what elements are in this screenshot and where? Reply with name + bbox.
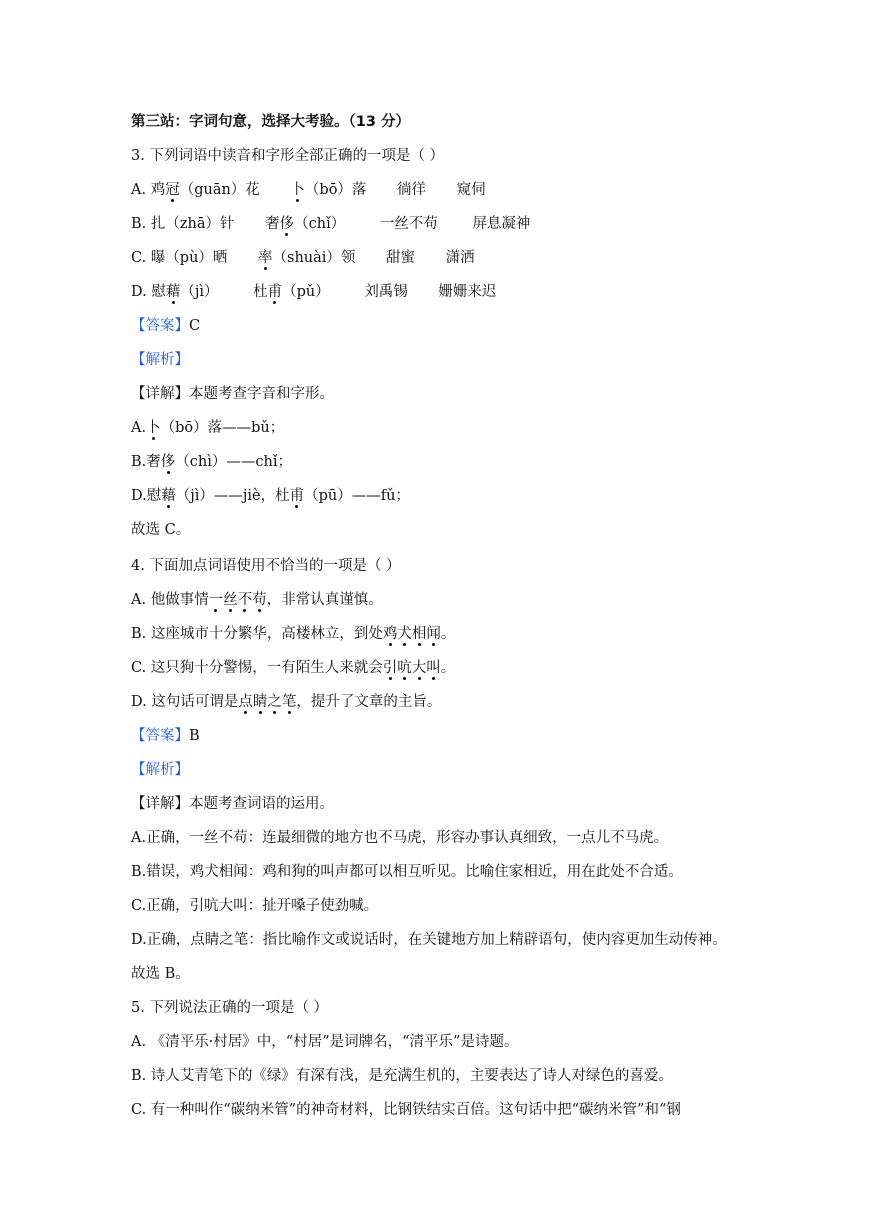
q3-option-d bbox=[131, 282, 496, 302]
q4-answer bbox=[131, 726, 200, 746]
dotted-char: 卜 bbox=[290, 182, 305, 198]
option-text: A. 鸡 bbox=[131, 182, 166, 198]
dotted-phrase: 引吭大叫 bbox=[382, 660, 441, 676]
option-word: 潇洒 bbox=[445, 250, 475, 266]
option-text: （pǔ） bbox=[282, 284, 330, 300]
q5-stem: 5. 下列说法正确的一项是（ ） bbox=[131, 1000, 329, 1016]
q4-stem: 4. 下面加点词语使用不恰当的一项是（ ） bbox=[131, 558, 401, 574]
option-text: 奢 bbox=[265, 216, 280, 232]
q4-option-c: C. 这只狗十分警惕，一有陌生人来就会引吭大叫。 bbox=[131, 660, 456, 676]
q3-option-a bbox=[131, 180, 486, 200]
q4-explanation-d: D.正确，点睛之笔：指比喻作文或说话时，在关键地方加上精辟语句，使内容更加生动传神。 bbox=[131, 932, 727, 948]
option-text: 杜 bbox=[253, 284, 268, 300]
dotted-phrase: 点睛之笔 bbox=[238, 694, 297, 710]
dotted-phrase: 一丝不苟 bbox=[208, 592, 267, 608]
option-text: （chǐ） bbox=[294, 216, 346, 232]
q3-conclusion: 故选 C。 bbox=[131, 522, 191, 538]
option-text: （jì） bbox=[180, 284, 219, 300]
option-word: 姗姗来迟 bbox=[438, 284, 497, 300]
q3-explanation-a: A.卜（bō）落——bǔ； bbox=[131, 420, 285, 436]
option-text: D. 慰 bbox=[131, 284, 166, 300]
q3-stem: 3. 下列词语中读音和字形全部正确的一项是（ ） bbox=[131, 148, 445, 164]
q5-option-a: A. 《清平乐·村居》中，“村居”是词牌名，“清平乐”是诗题。 bbox=[131, 1034, 519, 1050]
q3-explanation-b: B.奢侈（chì）——chǐ； bbox=[131, 454, 292, 470]
option-text: （pù）晒 bbox=[165, 250, 228, 266]
answer-label: 【答案】 bbox=[131, 728, 189, 744]
option-word: 刘禹锡 bbox=[364, 284, 408, 300]
q3-answer bbox=[131, 316, 200, 336]
option-text: （shuài）领 bbox=[272, 250, 356, 266]
q5-option-c: C. 有一种叫作“碳纳米管”的神奇材料，比钢铁结实百倍。这句话中把“碳纳米管”和“钢 bbox=[131, 1102, 681, 1118]
option-word: 屏息凝神 bbox=[472, 216, 531, 232]
q4-detail: 【详解】本题考查词语的运用。 bbox=[131, 796, 334, 812]
option-text: C. 曝 bbox=[131, 250, 166, 266]
dotted-char: 甫 bbox=[267, 284, 283, 300]
option-text: （bō）落 bbox=[304, 182, 367, 198]
q4-explanation-c: C.正确，引吭大叫：扯开嗓子使劲喊。 bbox=[131, 898, 379, 914]
option-word: 徜徉 bbox=[397, 182, 427, 198]
dotted-phrase: 鸡犬相闻 bbox=[382, 626, 441, 642]
answer-value: B bbox=[189, 728, 200, 744]
q4-explanation-a: A.正确，一丝不苟：连最细微的地方也不马虎，形容办事认真细致，一点儿不马虎。 bbox=[131, 830, 669, 846]
option-text: （guān）花 bbox=[179, 182, 260, 198]
q4-conclusion: 故选 B。 bbox=[131, 966, 190, 982]
q3-detail: 【详解】本题考查字音和字形。 bbox=[131, 386, 334, 402]
option-word: 甜蜜 bbox=[386, 250, 416, 266]
dotted-char: 侈 bbox=[279, 216, 295, 232]
q3-explanation-d: D.慰藉（jì）——jiè，杜甫（pū）——fǔ； bbox=[131, 488, 410, 504]
section-title: 第三站：字词句意，选择大考验。（13 分） bbox=[131, 114, 410, 130]
option-text: B. 扎 bbox=[131, 216, 166, 232]
q5-option-b: B. 诗人艾青笔下的《绿》有深有浅，是充满生机的，主要表达了诗人对绿色的喜爱。 bbox=[131, 1068, 673, 1084]
answer-value: C bbox=[189, 318, 201, 334]
q4-option-a: A. 他做事情一丝不苟，非常认真谨慎。 bbox=[131, 592, 383, 608]
q3-option-b bbox=[131, 214, 530, 234]
q4-option-d: D. 这句话可谓是点睛之笔，提升了文章的主旨。 bbox=[131, 694, 442, 710]
q4-analysis-label: 【解析】 bbox=[131, 762, 189, 778]
q4-explanation-b: B.错误，鸡犬相闻：鸡和狗的叫声都可以相互听见。比喻住家相近，用在此处不合适。 bbox=[131, 864, 683, 880]
option-word: 一丝不苟 bbox=[379, 216, 438, 232]
dotted-char: 率 bbox=[258, 250, 273, 266]
dotted-char: 冠 bbox=[165, 182, 180, 198]
q4-option-b: B. 这座城市十分繁华，高楼林立，到处鸡犬相闻。 bbox=[131, 626, 456, 642]
dotted-char: 藉 bbox=[165, 284, 181, 300]
option-text: （zhā）针 bbox=[165, 216, 235, 232]
option-word: 窥伺 bbox=[456, 182, 486, 198]
answer-label: 【答案】 bbox=[131, 318, 189, 334]
q3-analysis-label: 【解析】 bbox=[131, 352, 189, 368]
q3-option-c bbox=[131, 248, 475, 268]
